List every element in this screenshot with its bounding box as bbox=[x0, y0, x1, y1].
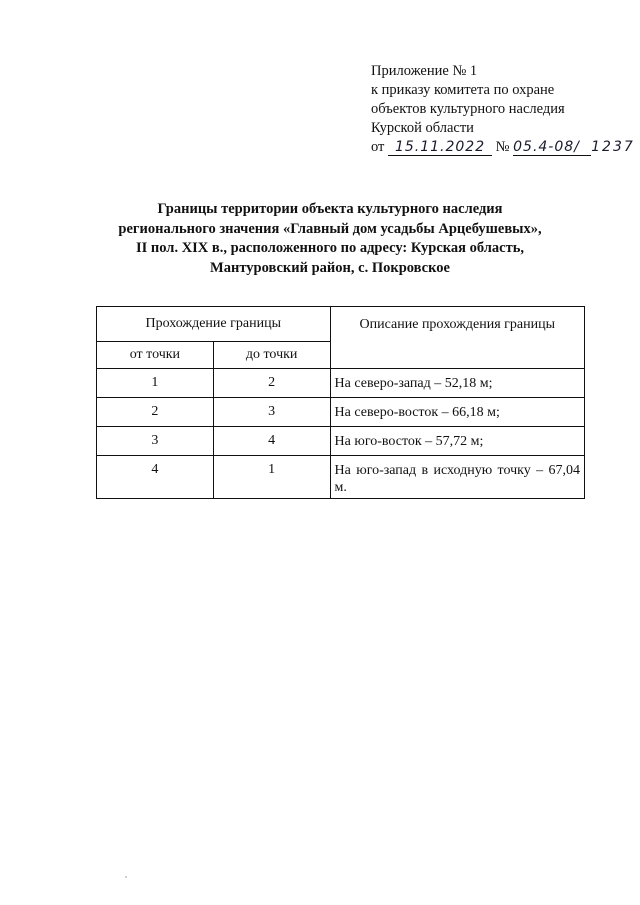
cell-to: 3 bbox=[213, 398, 330, 427]
handwritten-number: 05.4-08/ bbox=[513, 140, 591, 156]
document-title bbox=[100, 200, 560, 278]
appendix-date-number-line bbox=[371, 138, 635, 157]
appendix-order-line: к приказу комитета по охране bbox=[371, 82, 555, 98]
title-line-1: Границы территории объекта культурного наследия bbox=[157, 201, 503, 217]
cell-description: На юго-запад в исходную точку – 67,04 м. bbox=[330, 456, 584, 499]
title-line-4: Мантуровский район, с. Покровское bbox=[210, 259, 450, 276]
table-row bbox=[97, 369, 585, 398]
title-line-2: регионального значения «Главный дом усадьбы Арцебушевых», bbox=[118, 220, 542, 237]
appendix-committee-line: объектов культурного наследия bbox=[371, 101, 565, 117]
header-description: Описание прохождения границы bbox=[330, 307, 584, 369]
cell-from: 4 bbox=[97, 456, 214, 499]
appendix-title: Приложение № 1 bbox=[371, 63, 478, 79]
cell-to: 2 bbox=[213, 369, 330, 398]
date-prefix: от bbox=[371, 139, 385, 155]
cell-to: 1 bbox=[213, 456, 330, 499]
cell-from: 3 bbox=[97, 427, 214, 456]
appendix-region-line: Курской области bbox=[371, 120, 474, 136]
header-from-point: от точки bbox=[97, 342, 214, 369]
title-line-3: II пол. XIX в., расположенного по адресу: Курская область, bbox=[135, 240, 524, 256]
handwritten-date: 15.11.2022 bbox=[388, 140, 492, 156]
cell-from: 1 bbox=[97, 369, 214, 398]
boundary-table bbox=[96, 306, 585, 499]
table-row bbox=[97, 456, 585, 499]
table-row bbox=[97, 427, 585, 456]
header-boundary-group: Прохождение границы bbox=[97, 307, 331, 342]
cell-description: На юго-восток – 57,72 м; bbox=[330, 427, 584, 456]
scan-speck bbox=[125, 876, 127, 878]
appendix-block bbox=[371, 62, 635, 157]
handwritten-number-tail: 1237 bbox=[591, 139, 635, 155]
cell-description: На северо-запад – 52,18 м; bbox=[330, 369, 584, 398]
header-to-point: до точки bbox=[213, 342, 330, 369]
cell-description: На северо-восток – 66,18 м; bbox=[330, 398, 584, 427]
cell-to: 4 bbox=[213, 427, 330, 456]
table-row bbox=[97, 398, 585, 427]
cell-from: 2 bbox=[97, 398, 214, 427]
number-prefix: № bbox=[495, 139, 510, 155]
